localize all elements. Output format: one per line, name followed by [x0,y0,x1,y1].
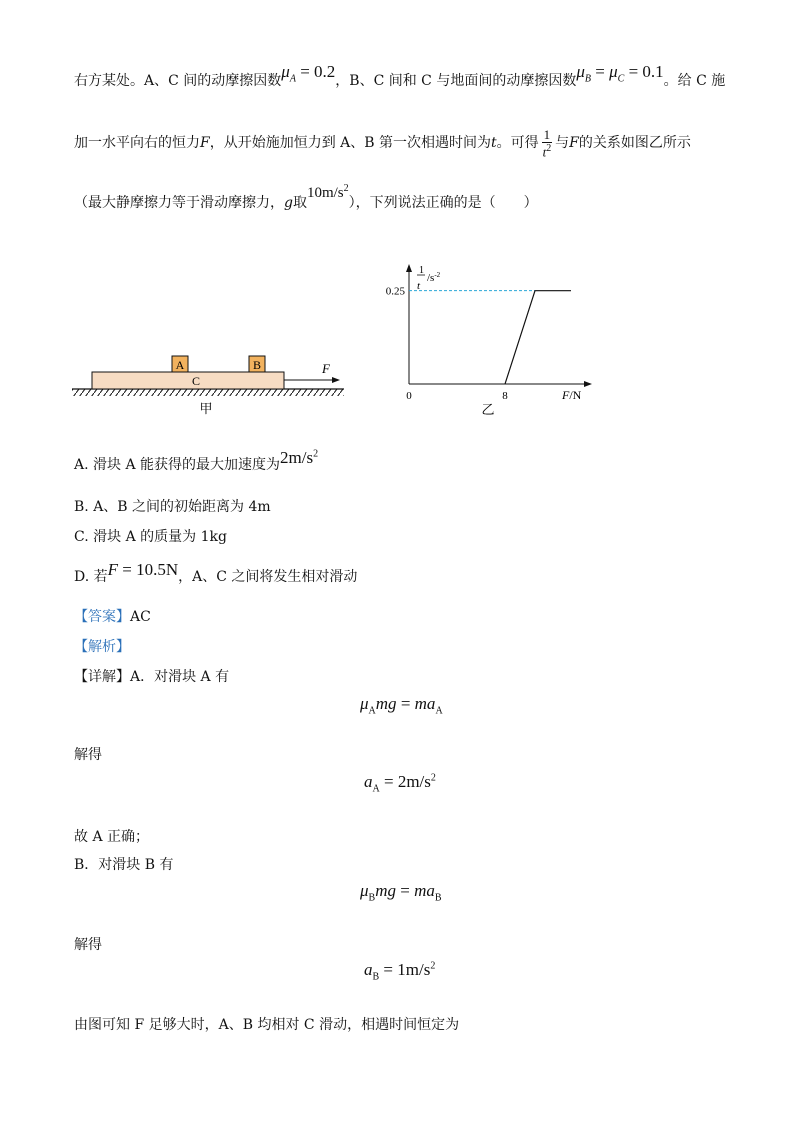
var-t: t [491,135,497,152]
answer-tag: 【答案】 [74,609,130,625]
figure-jia [70,345,350,420]
equation-4: $a_B = 1m/s^2$ [364,960,436,983]
var-g: g [284,195,293,211]
problem-text: ），下列说法正确的是（ ） [348,195,538,211]
detail-text: A．对滑块 A 有 [130,669,230,685]
detail-text: B．对滑块 B 有 [74,857,174,873]
equation-3: $\mu_Bmg = ma_B$ [360,881,442,904]
y-axis-label-num: 1 [419,265,424,276]
analysis-tag: 【解析】 [74,639,130,655]
detail-text: 由图可知 F 足够大时，A、B 均相对 C 滑动，相遇时间恒定为 [74,1017,460,1033]
option-b [74,496,271,516]
option-a-text: A. 滑块 A 能获得的最大加速度为 [74,457,281,473]
x-axis-arrow [584,381,592,387]
problem-line-1 [74,62,726,92]
problem-text: ，B、C 间和 C 与地面间的动摩擦因数 [335,73,577,89]
force-arrowhead [332,377,340,383]
detail-text: 故 A 正确； [74,829,150,845]
problem-text: ，从开始施加恒力到 A、B 第一次相遇时间为 [209,135,492,152]
series-line [505,291,571,384]
problem-text: 与 [555,135,570,152]
problem-line-3 [74,183,538,212]
y-axis-arrow [406,264,412,272]
answer-value: AC [130,609,151,625]
detail-line-b [74,854,173,874]
caption-jia: 甲 [199,401,213,416]
g-value: $10m/s^2$ [306,183,349,201]
label-b: B [252,358,262,372]
option-d [74,560,358,586]
x-tick-label: 8 [502,390,508,402]
conclusion-a [74,826,149,846]
label-a: A [175,358,185,372]
equation-2: $a_A = 2m/s^2$ [364,772,436,795]
problem-text: 。给 C 施 [663,73,726,89]
detail-text: 解得 [74,937,102,953]
option-a [74,448,319,474]
origin-label: 0 [406,390,412,402]
caption-yi: 乙 [481,402,495,417]
var-F: F [200,135,210,152]
mu-a-formula: $\mu_A = 0.2$ [281,62,336,85]
board-c [92,372,284,389]
answer-line [74,606,151,626]
label-c: C [191,374,201,388]
option-d-text: D. 若 [74,569,108,585]
option-b-text: B. A、B 之间的初始距离为 4m [74,499,271,515]
y-axis-label-unit: $/s^{-2}$ [427,271,441,284]
detail-last-line [74,1014,459,1034]
option-d-formula: F = 10.5N [107,560,179,579]
option-c [74,526,227,546]
option-c-text: C. 滑块 A 的质量为 1kg [74,529,227,545]
y-axis-label-den: t [417,280,421,292]
y-tick-label: 0.25 [385,285,405,298]
problem-text: 的关系如图乙所示 [578,135,691,152]
equation-1: $\mu_Amg = ma_A$ [360,694,443,717]
x-axis-label: F/N [562,388,582,402]
problem-text: 取 [292,195,307,211]
solve-2 [74,934,102,954]
mu-bc-formula: $\mu_B = \mu_C = 0.1$ [576,62,664,85]
problem-text: 加一水平向右的恒力 [74,135,200,152]
problem-line-2 [74,128,691,158]
detail-text: 解得 [74,747,102,763]
ground-hatch [72,389,344,396]
fraction-1-over-t2: $\frac{1}{t^2}$ [542,127,552,160]
problem-text: 右方某处。A、C 间的动摩擦因数 [74,73,282,89]
option-a-value: $2m/s^2$ [280,448,319,467]
option-d-text: ，A、C 之间将发生相对滑动 [178,569,358,585]
detail-line-a [74,666,229,686]
detail-tag: 【详解】 [74,669,130,685]
figure-yi-chart [370,262,600,422]
label-f: F [322,361,330,376]
analysis-line [74,636,130,656]
problem-text: （最大静摩擦力等于滑动摩擦力， [74,195,284,211]
solve-1 [74,744,102,764]
problem-text: 。可得 [496,135,539,152]
var-F: F [569,135,579,152]
